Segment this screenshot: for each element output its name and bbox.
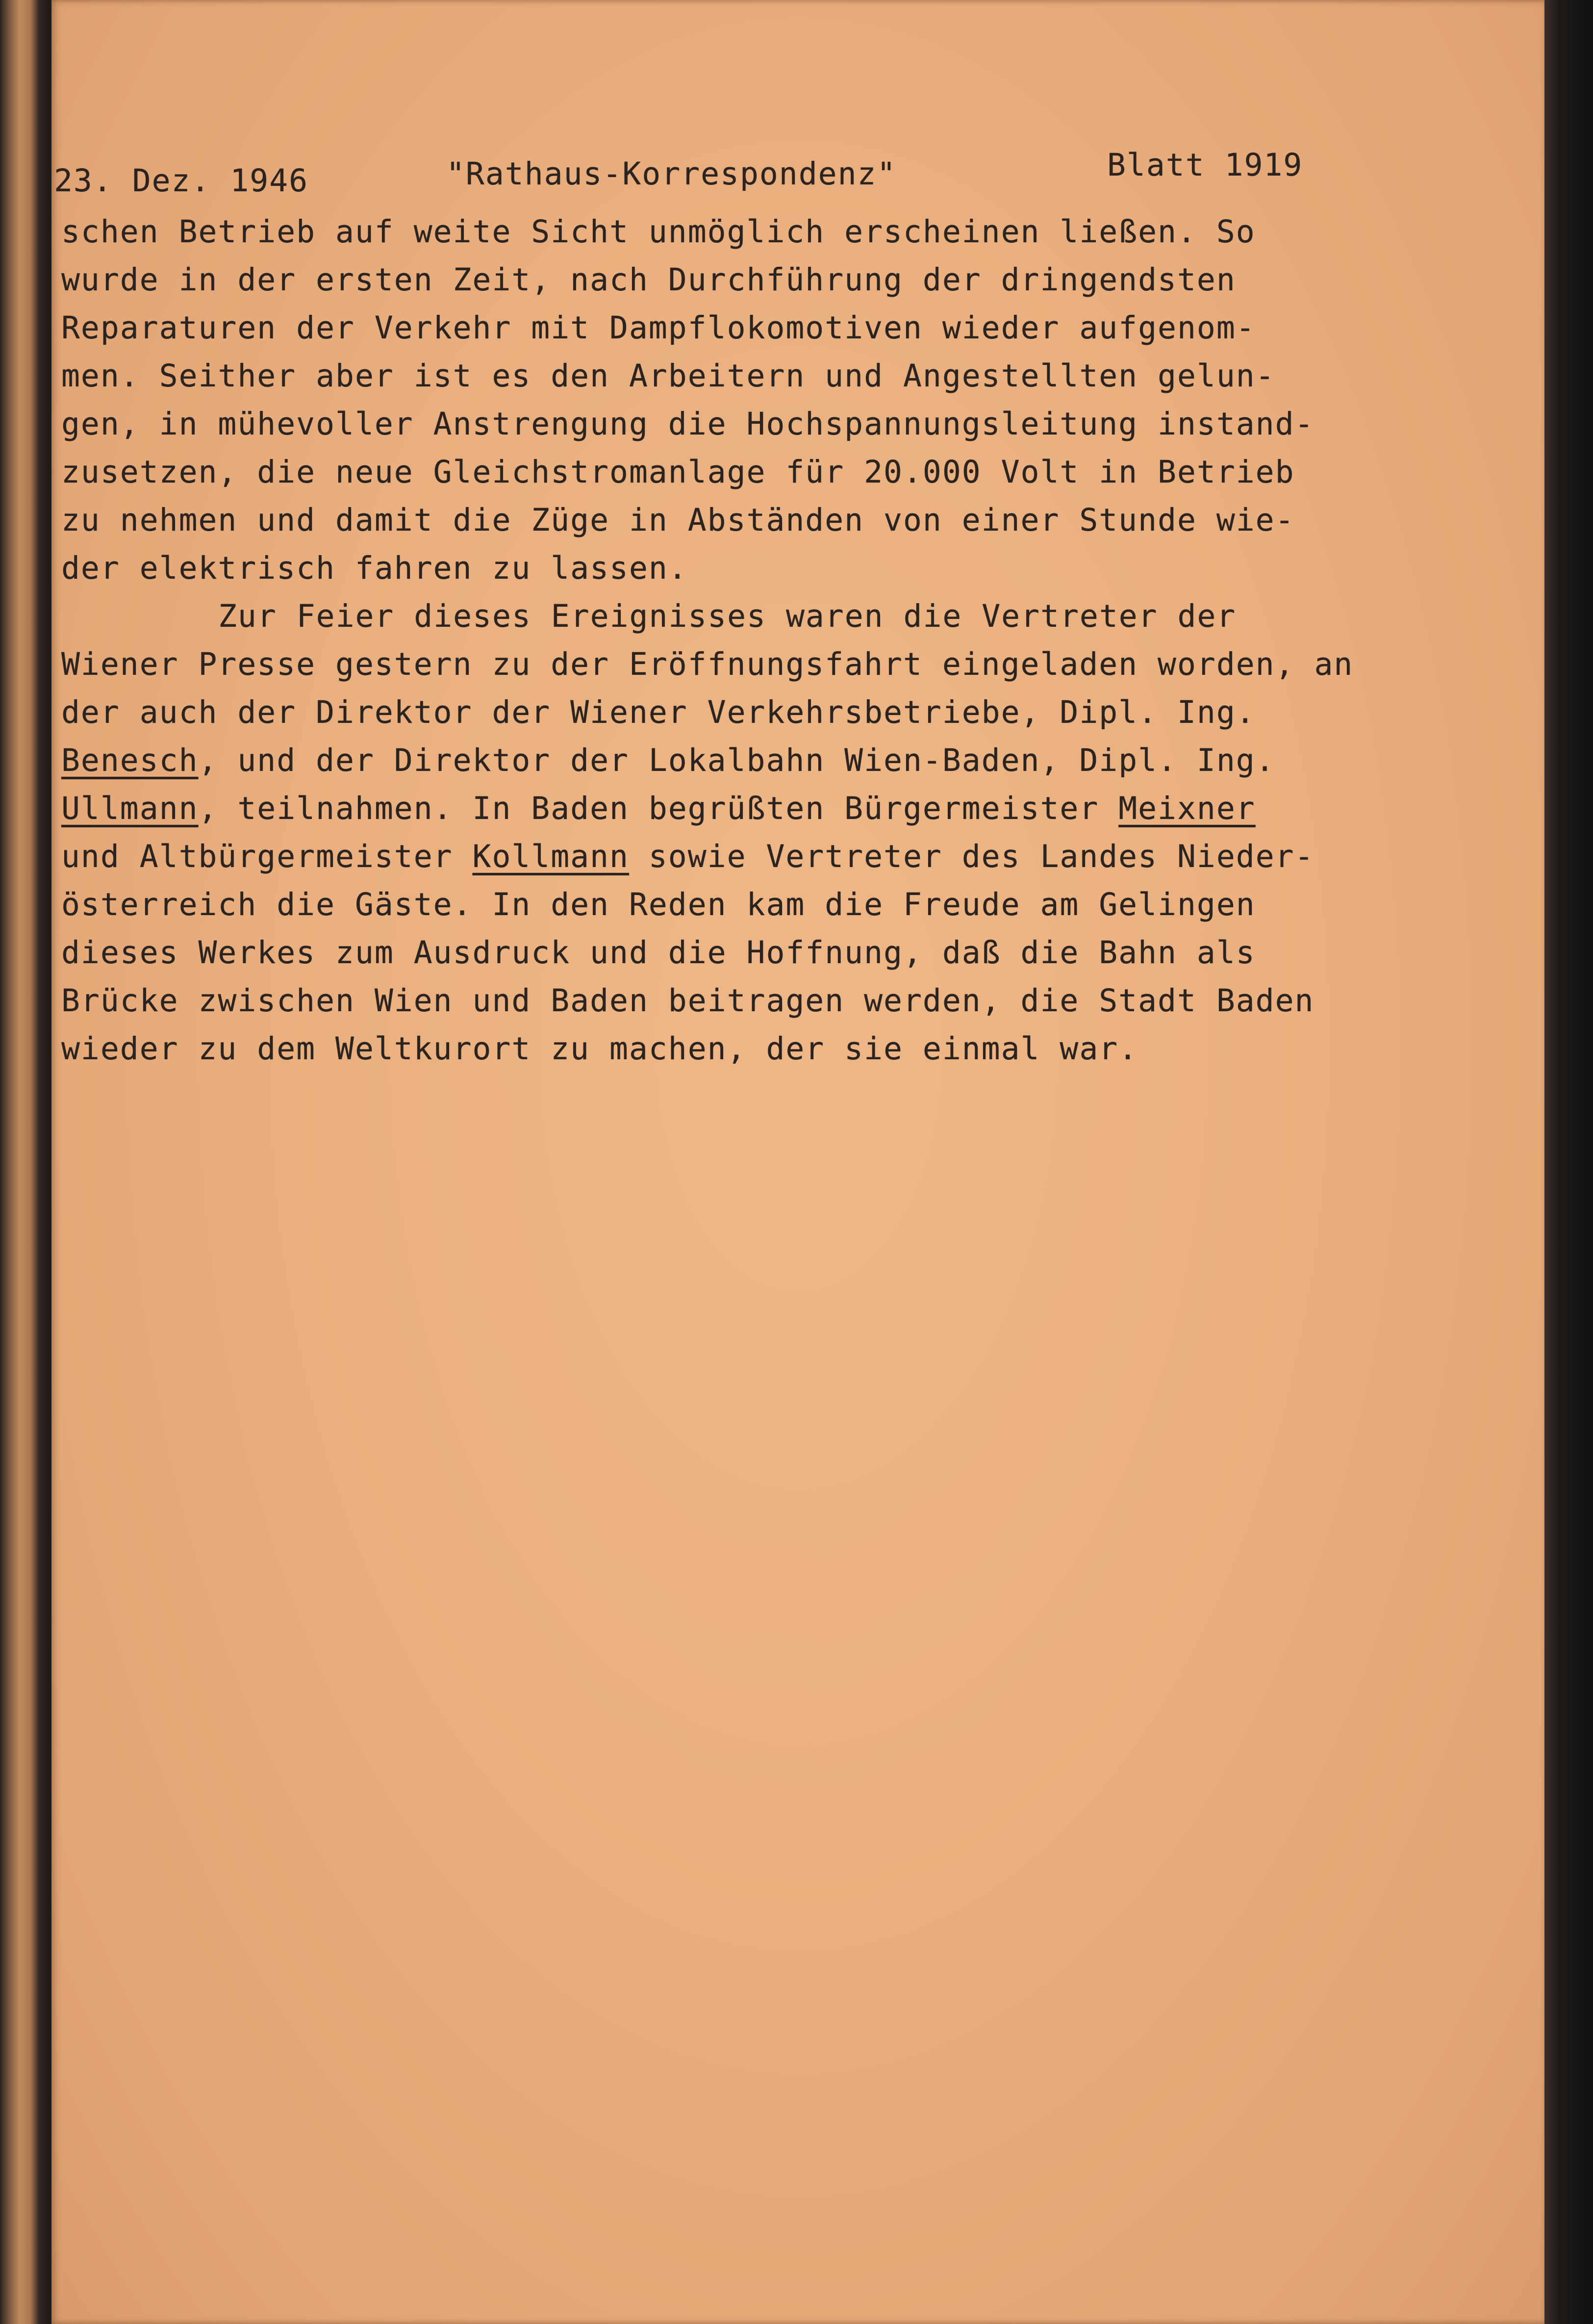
binding-edge <box>0 0 54 2324</box>
underlined-name: Ullmann <box>61 791 199 826</box>
text-line: österreich die Gäste. In den Reden kam die Freude am Gelingen <box>61 887 1256 922</box>
page-header <box>54 147 1378 199</box>
underlined-name: Benesch <box>61 742 199 778</box>
text-segment: , und der Direktor der Lokalbahn Wien-Baden, Dipl. Ing. <box>198 742 1275 778</box>
dark-margin <box>1544 0 1593 2324</box>
text-line <box>61 791 1256 826</box>
text-line <box>61 742 1275 778</box>
text-line: wurde in der ersten Zeit, nach Durchführung der dringendsten <box>61 262 1236 298</box>
text-line: zusetzen, die neue Gleichstromanlage für 20.000 Volt in Betrieb <box>61 454 1295 490</box>
text-segment: , teilnahmen. In Baden begrüßten Bürgermeister <box>198 791 1119 826</box>
text-line: der elektrisch fahren zu lassen. <box>61 550 688 586</box>
text-line: wieder zu dem Weltkurort zu machen, der sie einmal war. <box>61 1031 1138 1067</box>
text-line: Brücke zwischen Wien und Baden beitragen werden, die Stadt Baden <box>61 983 1315 1019</box>
header-title: "Rathaus-Korrespondenz" <box>446 156 897 192</box>
typed-page <box>51 0 1547 2324</box>
text-line: men. Seither aber ist es den Arbeitern und Angestellten gelun- <box>61 358 1275 394</box>
text-line: gen, in mühevoller Anstrengung die Hochspannungsleitung instand- <box>61 406 1315 442</box>
text-line: dieses Werkes zum Ausdruck und die Hoffnung, daß die Bahn als <box>61 935 1256 970</box>
paragraph-start-line: Zur Feier dieses Ereignisses waren die Vertreter der <box>218 598 1237 634</box>
text-line <box>61 839 1314 874</box>
header-date: 23. Dez. 1946 <box>54 163 309 199</box>
text-segment: sowie Vertreter des Landes Nieder- <box>629 839 1315 874</box>
underlined-name: Meixner <box>1118 791 1256 826</box>
text-line: Reparaturen der Verkehr mit Dampflokomotiven wieder aufgenom- <box>61 310 1256 346</box>
text-segment: und Altbürgermeister <box>61 839 473 874</box>
header-sheet-number: Blatt 1919 <box>1107 147 1303 183</box>
text-line: schen Betrieb auf weite Sicht unmöglich erscheinen ließen. So <box>61 214 1256 250</box>
underlined-name: Kollmann <box>472 839 629 874</box>
text-line: der auch der Direktor der Wiener Verkehrsbetriebe, Dipl. Ing. <box>61 694 1256 730</box>
text-line: zu nehmen und damit die Züge in Abständen von einer Stunde wie- <box>61 502 1295 538</box>
text-line: Wiener Presse gestern zu der Eröffnungsfahrt eingeladen worden, an <box>61 646 1354 682</box>
